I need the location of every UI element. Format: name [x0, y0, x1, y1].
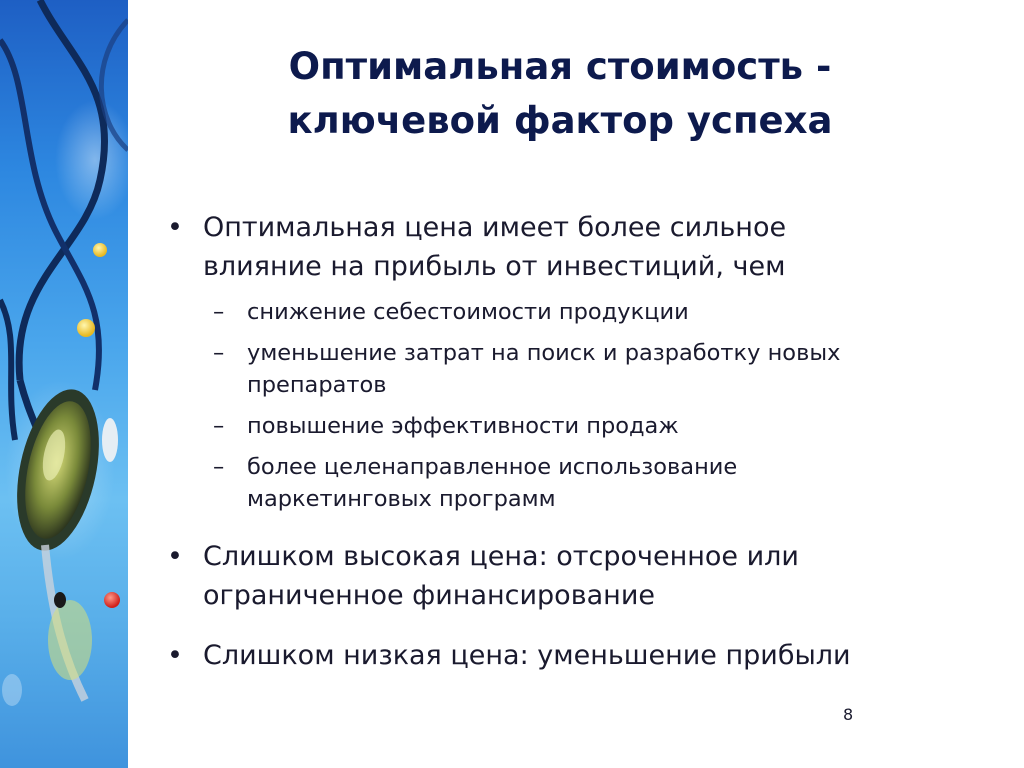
bullet-item — [165, 208, 965, 286]
sub-item-text: повышение эффективности продаж — [247, 413, 679, 439]
sub-item-text: уменьшение затрат на поиск и разработку новых — [247, 340, 841, 366]
dash-symbol: – — [213, 299, 225, 325]
title-line-1: Оптимальная стоимость - — [288, 45, 832, 88]
sub-item — [165, 410, 965, 442]
bullet-text-line: Слишком низкая цена: уменьшение прибыли — [203, 640, 851, 671]
bullet-text-line: ограниченное финансирование — [203, 580, 655, 611]
bullet-symbol: • — [167, 541, 183, 572]
bullet-item — [165, 537, 965, 615]
bullet-symbol: • — [167, 212, 183, 243]
sub-item-text: снижение себестоимости продукции — [247, 299, 689, 325]
bullet-text-line: Оптимальная цена имеет более сильное — [203, 212, 787, 243]
sub-item-text: препаратов — [247, 372, 387, 398]
title-line-2: ключевой фактор успеха — [287, 99, 833, 142]
sub-item — [165, 337, 965, 401]
bullet-symbol: • — [167, 640, 183, 671]
sub-item — [165, 451, 965, 515]
slide-title — [200, 40, 920, 148]
sub-item-text: более целенаправленное использование — [247, 454, 738, 480]
decorative-side-panel — [0, 0, 128, 768]
sub-item — [165, 296, 965, 328]
stethoscope-decoration-image — [0, 0, 128, 768]
page-number: 8 — [843, 705, 854, 724]
dash-symbol: – — [213, 454, 225, 480]
sub-item-text: маркетинговых программ — [247, 486, 556, 512]
bullet-item — [165, 636, 965, 675]
bullet-text-line: Слишком высокая цена: отсроченное или — [203, 541, 799, 572]
slide-body — [165, 208, 965, 675]
dash-symbol: – — [213, 340, 225, 366]
dash-symbol: – — [213, 413, 225, 439]
bullet-text-line: влияние на прибыль от инвестиций, чем — [203, 251, 786, 282]
